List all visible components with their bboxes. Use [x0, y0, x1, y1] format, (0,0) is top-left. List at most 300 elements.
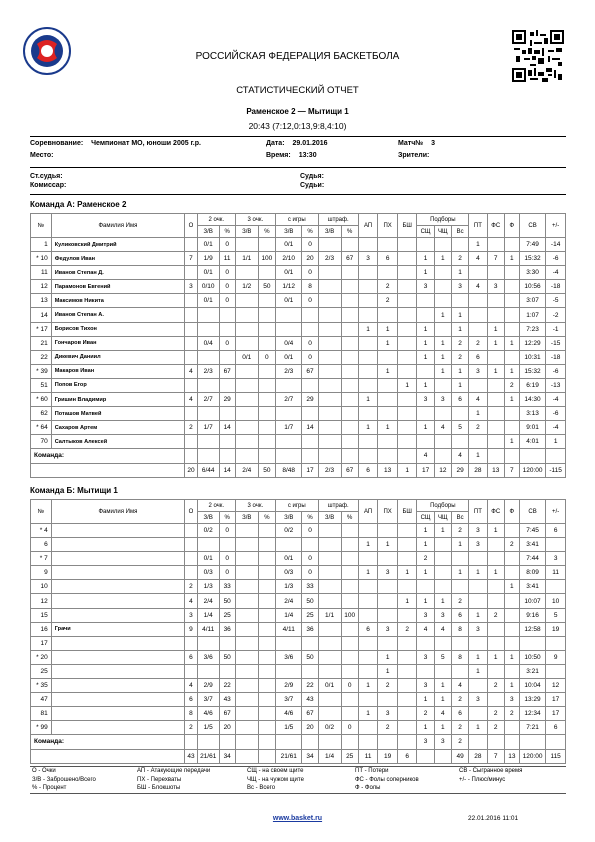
cell-p2: 2/4: [197, 594, 219, 608]
report-title: СТАТИСТИЧЕСКИЙ ОТЧЕТ: [236, 85, 359, 96]
cell-ft: [318, 294, 341, 308]
total-o: 43: [185, 749, 198, 763]
cell-pt: 2: [469, 336, 487, 350]
cell-chsh: 5: [434, 650, 451, 664]
cell-empty: [519, 735, 545, 749]
cell-name: [51, 594, 184, 608]
cell-fs: [487, 407, 504, 421]
cell-pt: 3: [469, 622, 487, 636]
total-ssh: [417, 749, 434, 763]
cell-ssh: 1: [417, 524, 434, 538]
team-label: Команда:: [31, 735, 185, 749]
cell-chsh: 1: [434, 594, 451, 608]
table-row: [31, 721, 566, 735]
cell-chsh: 4: [434, 421, 451, 435]
cell-ft: [318, 308, 341, 322]
cell-bsh: [397, 707, 417, 721]
col-f: Ф: [504, 500, 519, 524]
cell-chsh: 3: [434, 735, 451, 749]
legend-item: ФС - Фолы соперников: [355, 776, 419, 783]
cell-fs: 1: [487, 364, 504, 378]
team-a-stats-table: [30, 213, 566, 478]
cell-pt: 6: [469, 350, 487, 364]
cell-p2: 0/1: [197, 294, 219, 308]
cell-pm: -6: [546, 364, 566, 378]
cell-empty: [302, 449, 318, 463]
cell-p3: [235, 266, 258, 280]
col-chsh: ЧЩ: [434, 226, 451, 238]
cell-bsh: [397, 608, 417, 622]
cell-fgp: 50: [302, 594, 318, 608]
cell-p3: [235, 294, 258, 308]
cell-vs: 2: [451, 693, 468, 707]
cell-fgp: 0: [302, 294, 318, 308]
cell-ft: [318, 650, 341, 664]
cell-ap: [358, 407, 378, 421]
cell-p2: 2/3: [197, 364, 219, 378]
cell-sv: 15:32: [519, 364, 545, 378]
cell-pm: [546, 580, 566, 594]
cell-no: 10: [31, 580, 52, 594]
cell-empty: [219, 735, 235, 749]
cell-pt: [469, 707, 487, 721]
col-ph: ПХ: [378, 214, 398, 238]
cell-fs: [487, 622, 504, 636]
cell-name: Салтыков Алексей: [51, 435, 184, 449]
col-fs: ФС: [487, 500, 504, 524]
cell-ph: 3: [378, 707, 398, 721]
col-pct: %: [302, 226, 318, 238]
cell-o: [185, 664, 198, 678]
cell-fgp: [302, 407, 318, 421]
cell-ssh: 1: [417, 266, 434, 280]
cell-p3p: [258, 393, 275, 407]
cell-o: 7: [185, 252, 198, 266]
cell-fg: 1/12: [276, 280, 302, 294]
cell-ft: [318, 594, 341, 608]
cell-ap: [358, 364, 378, 378]
cell-f: 2: [504, 378, 519, 392]
cell-name: Макаров Иван: [51, 364, 184, 378]
cell-ftp: [341, 238, 358, 252]
col-pt: ПТ: [469, 214, 487, 238]
header-row: [31, 214, 566, 226]
cell-vs: 1: [451, 266, 468, 280]
cell-fs: 2: [487, 707, 504, 721]
cell-p2p: 0: [219, 552, 235, 566]
col-field: с игры: [276, 214, 319, 226]
cell-pt: [469, 294, 487, 308]
cell-ap: [358, 524, 378, 538]
cell-bsh: [397, 308, 417, 322]
cell-ssh: 1: [417, 693, 434, 707]
cell-ssh: 3: [417, 650, 434, 664]
cell-fgp: 0: [302, 238, 318, 252]
competition-value: Чемпионат МО, юноши 2005 г.р.: [91, 140, 201, 147]
cell-p3p: [258, 622, 275, 636]
cell-fs: [487, 266, 504, 280]
cell-empty: [219, 449, 235, 463]
cell-ph: 3: [378, 566, 398, 580]
cell-no: 9: [31, 566, 52, 580]
cell-pm: 6: [546, 721, 566, 735]
cell-f: [504, 524, 519, 538]
cell-fgp: 0: [302, 524, 318, 538]
cell-f: [504, 608, 519, 622]
cell-ssh: 3: [417, 735, 434, 749]
total-bsh: 6: [397, 749, 417, 763]
cell-ph: 2: [378, 294, 398, 308]
cell-name: [51, 664, 184, 678]
cell-sv: 3:41: [519, 538, 545, 552]
total-p3p: 50: [258, 463, 275, 477]
cell-p3p: [258, 266, 275, 280]
col-pm: +/-: [546, 214, 566, 238]
total-fs: 7: [487, 749, 504, 763]
cell-chsh: 1: [434, 693, 451, 707]
cell-no: 62: [31, 407, 52, 421]
cell-ph: 2: [378, 679, 398, 693]
cell-bsh: [397, 252, 417, 266]
cell-fg: 1/4: [276, 608, 302, 622]
cell-ap: [358, 238, 378, 252]
col-sv: СВ: [519, 500, 545, 524]
cell-ssh: 1: [417, 350, 434, 364]
cell-f: [504, 280, 519, 294]
cell-f: 1: [504, 364, 519, 378]
cell-p3: [235, 364, 258, 378]
cell-fs: [487, 308, 504, 322]
cell-p2p: 0: [219, 294, 235, 308]
cell-p2p: 33: [219, 580, 235, 594]
col-name: Фамилия Имя: [51, 500, 184, 524]
cell-p3p: [258, 524, 275, 538]
col-pt: ПТ: [469, 500, 487, 524]
cell-empty: [197, 449, 219, 463]
table-row: [31, 294, 566, 308]
cell-no: 21: [31, 336, 52, 350]
cell-ssh: [417, 636, 434, 650]
cell-fs: 7: [487, 252, 504, 266]
cell-name: [51, 636, 184, 650]
cell-ftp: 100: [341, 608, 358, 622]
cell-p2: 0/1: [197, 238, 219, 252]
cell-fgp: 8: [302, 280, 318, 294]
cell-ap: [358, 336, 378, 350]
cell-o: 2: [185, 421, 198, 435]
col-vs: Вс: [451, 226, 468, 238]
cell-ap: [358, 664, 378, 678]
cell-p3: [235, 608, 258, 622]
cell-ssh: [417, 435, 434, 449]
cell-ap: [358, 280, 378, 294]
cell-pt: 3: [469, 364, 487, 378]
cell-ph: [378, 435, 398, 449]
cell-p3p: [258, 594, 275, 608]
cell-pt: [469, 580, 487, 594]
col-three-pt: 3 очк.: [235, 214, 275, 226]
cell-name: [51, 693, 184, 707]
time-row: [266, 152, 317, 159]
cell-sv: 13:29: [519, 693, 545, 707]
cell-fs: [487, 552, 504, 566]
cell-no: * 60: [31, 393, 52, 407]
cell-no: * 99: [31, 721, 52, 735]
cell-pt: 3: [469, 693, 487, 707]
total-p3p: [258, 749, 275, 763]
cell-p3p: [258, 435, 275, 449]
cell-ft: [318, 322, 341, 336]
cell-vs: 4: [451, 679, 468, 693]
cell-f: 1: [504, 393, 519, 407]
cell-bsh: 1: [397, 378, 417, 392]
cell-p3: [235, 721, 258, 735]
cell-pt: [469, 552, 487, 566]
time-label: Время:: [266, 152, 291, 159]
cell-ftp: [341, 322, 358, 336]
cell-ssh: 3: [417, 393, 434, 407]
cell-fs: [487, 580, 504, 594]
cell-fgp: 14: [302, 421, 318, 435]
cell-sv: 10:50: [519, 650, 545, 664]
cell-p3p: [258, 693, 275, 707]
cell-p2p: 0: [219, 280, 235, 294]
cell-ssh: 1: [417, 566, 434, 580]
site-link[interactable]: www.basket.ru: [272, 815, 323, 822]
cell-chsh: [434, 266, 451, 280]
cell-pt: 1: [469, 566, 487, 580]
cell-p3: [235, 552, 258, 566]
cell-p2: 0/3: [197, 566, 219, 580]
cell-ssh: 3: [417, 280, 434, 294]
cell-ap: 1: [358, 707, 378, 721]
total-fgp: 17: [302, 463, 318, 477]
match-number-row: [398, 140, 435, 147]
col-pct: %: [219, 512, 235, 524]
cell-ap: [358, 608, 378, 622]
cell-pt: [469, 322, 487, 336]
cell-ph: 1: [378, 364, 398, 378]
matchup: Раменское 2 — Мытищи 1: [246, 107, 349, 116]
cell-ph: [378, 608, 398, 622]
total-chsh: [434, 749, 451, 763]
col-ft: штраф.: [318, 500, 358, 512]
cell-empty: [276, 735, 302, 749]
cell-fs: [487, 294, 504, 308]
cell-ft: 0/1: [318, 679, 341, 693]
cell-p2p: [219, 407, 235, 421]
cell-ft: [318, 336, 341, 350]
cell-p2: [197, 350, 219, 364]
cell-name: Гончаров Иван: [51, 336, 184, 350]
cell-fgp: [302, 636, 318, 650]
col-fs: ФС: [487, 214, 504, 238]
cell-o: [185, 566, 198, 580]
cell-p3: [235, 336, 258, 350]
cell-o: 2: [185, 721, 198, 735]
cell-fgp: 67: [302, 364, 318, 378]
cell-pt: [469, 636, 487, 650]
cell-pm: 1: [546, 435, 566, 449]
cell-p2p: [219, 350, 235, 364]
cell-ft: [318, 566, 341, 580]
cell-ph: [378, 636, 398, 650]
cell-o: [185, 308, 198, 322]
cell-f: [504, 552, 519, 566]
cell-ftp: [341, 294, 358, 308]
total-p2: 6/44: [197, 463, 219, 477]
cell-p2p: 25: [219, 608, 235, 622]
cell-chsh: [434, 294, 451, 308]
cell-empty: [318, 449, 341, 463]
cell-fs: 1: [487, 566, 504, 580]
cell-empty: [546, 449, 566, 463]
col-two-pt: 2 очк.: [197, 214, 235, 226]
cell-f: [504, 294, 519, 308]
cell-o: [185, 552, 198, 566]
total-ssh: 17: [417, 463, 434, 477]
cell-o: [185, 407, 198, 421]
cell-p3p: [258, 322, 275, 336]
col-points: О: [185, 214, 198, 238]
cell-no: 47: [31, 693, 52, 707]
cell-p3p: 100: [258, 252, 275, 266]
table-row: [31, 364, 566, 378]
team-label: Команда:: [31, 449, 185, 463]
cell-p3p: [258, 679, 275, 693]
cell-pt: 4: [469, 280, 487, 294]
legend-item: Вс - Всего: [247, 785, 276, 791]
cell-p3: [235, 393, 258, 407]
cell-ap: [358, 378, 378, 392]
cell-chsh: [434, 435, 451, 449]
cell-fs: 2: [487, 608, 504, 622]
cell-o: [185, 524, 198, 538]
cell-p2p: 0: [219, 336, 235, 350]
cell-fgp: [302, 435, 318, 449]
cell-empty: [318, 735, 341, 749]
team-b-stats-table: [30, 499, 566, 764]
cell-ap: 1: [358, 393, 378, 407]
col-made-att: З/В: [235, 512, 258, 524]
cell-p3: [235, 622, 258, 636]
cell-name: [51, 566, 184, 580]
cell-p2: 1/5: [197, 721, 219, 735]
cell-p2p: [219, 435, 235, 449]
cell-o: 9: [185, 622, 198, 636]
cell-chsh: [434, 664, 451, 678]
cell-fs: [487, 664, 504, 678]
cell-p3p: [258, 421, 275, 435]
cell-vs: [451, 664, 468, 678]
col-field: с игры: [276, 500, 319, 512]
cell-ssh: [417, 294, 434, 308]
cell-ft: [318, 421, 341, 435]
cell-fgp: 0: [302, 336, 318, 350]
cell-ap: [358, 435, 378, 449]
cell-ph: [378, 594, 398, 608]
cell-o: [185, 336, 198, 350]
cell-o: 3: [185, 608, 198, 622]
col-ph: ПХ: [378, 500, 398, 524]
cell-pt: 1: [469, 407, 487, 421]
cell-pt: 4: [469, 252, 487, 266]
cell-name: [51, 679, 184, 693]
cell-fg: 1/7: [276, 421, 302, 435]
cell-vs: 1: [451, 322, 468, 336]
date-row: [266, 140, 328, 147]
cell-p3: [235, 538, 258, 552]
cell-ft: [318, 636, 341, 650]
cell-p2p: 36: [219, 622, 235, 636]
cell-pt: [469, 378, 487, 392]
cell-empty: [276, 449, 302, 463]
cell-f: [504, 636, 519, 650]
legend-item: СЩ - на своем щите: [247, 768, 304, 774]
cell-ap: [358, 650, 378, 664]
cell-f: [504, 238, 519, 252]
cell-sv: 15:32: [519, 252, 545, 266]
cell-bsh: [397, 407, 417, 421]
cell-p2p: 0: [219, 238, 235, 252]
col-made-att: З/В: [276, 226, 302, 238]
date-label: Дата:: [266, 140, 285, 147]
cell-ph: 2: [378, 280, 398, 294]
table-row: [31, 524, 566, 538]
cell-f: [504, 566, 519, 580]
cell-chsh: 1: [434, 336, 451, 350]
cell-empty: [235, 449, 258, 463]
cell-no: * 39: [31, 364, 52, 378]
cell-fg: [276, 308, 302, 322]
cell-chsh: [434, 378, 451, 392]
cell-ftp: [341, 636, 358, 650]
cell-ph: 1: [378, 336, 398, 350]
cell-name: [51, 721, 184, 735]
cell-p2p: 67: [219, 707, 235, 721]
cell-vs: 2: [451, 735, 468, 749]
cell-name: Иванов Степан А.: [51, 308, 184, 322]
cell-p2p: 11: [219, 252, 235, 266]
cell-ap: 6: [358, 622, 378, 636]
cell-ap: 3: [358, 252, 378, 266]
cell-empty: [341, 449, 358, 463]
cell-f: [504, 421, 519, 435]
col-ssh: СЩ: [417, 512, 434, 524]
cell-empty: [185, 735, 198, 749]
cell-ssh: 3: [417, 608, 434, 622]
cell-ph: [378, 308, 398, 322]
cell-p2: 3/7: [197, 693, 219, 707]
cell-ph: 2: [378, 721, 398, 735]
cell-p2: [197, 407, 219, 421]
cell-pm: -5: [546, 294, 566, 308]
cell-fs: [487, 693, 504, 707]
cell-pm: -13: [546, 378, 566, 392]
col-pct: %: [341, 226, 358, 238]
total-ap: 6: [358, 463, 378, 477]
cell-no: 12: [31, 594, 52, 608]
cell-ft: [318, 552, 341, 566]
cell-vs: 2: [451, 524, 468, 538]
total-chsh: 12: [434, 463, 451, 477]
cell-ap: [358, 294, 378, 308]
table-row: [31, 435, 566, 449]
cell-no: 15: [31, 608, 52, 622]
cell-no: 1: [31, 238, 52, 252]
legend-item: ЧЩ - на чужом щите: [247, 776, 304, 783]
cell-o: 2: [185, 580, 198, 594]
